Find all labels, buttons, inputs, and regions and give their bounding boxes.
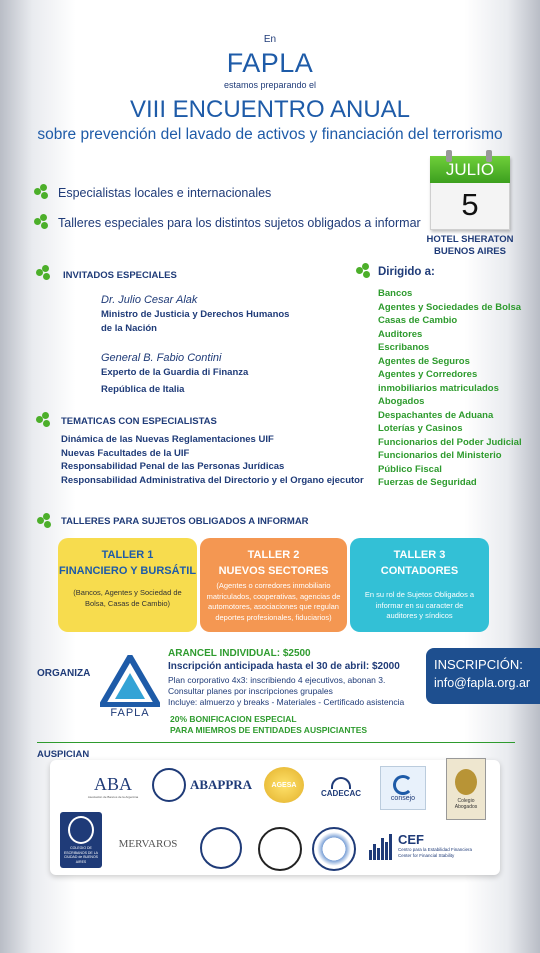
list-item: Auditores bbox=[378, 328, 423, 340]
guest2-name: General B. Fabio Contini bbox=[101, 352, 222, 364]
highlight-2: Talleres especiales para los distintos sujetos obligados a informar bbox=[58, 216, 421, 230]
list-item: Responsabilidad Penal de las Personas Jurídicas bbox=[61, 461, 285, 472]
list-item: Agentes y Corredores bbox=[378, 369, 478, 380]
bonus-line2: PARA MIEMROS DE ENTIDADES AUSPICIANTES bbox=[170, 725, 368, 735]
auspician-label: AUSPICIAN bbox=[37, 749, 90, 760]
list-item: Público Fiscal bbox=[378, 463, 442, 475]
cef-bars-icon bbox=[364, 832, 396, 860]
guest2-role2: República de Italia bbox=[101, 384, 185, 395]
seal-1-icon bbox=[200, 827, 242, 869]
header-preparando: estamos preparando el bbox=[223, 80, 317, 90]
list-item: inmobiliarios matriculados bbox=[378, 382, 499, 394]
cef-logo: CEF Centro para la Estabilidad Financiera Center for Financial Stability bbox=[398, 832, 473, 858]
list-item: Escribanos bbox=[378, 342, 430, 353]
calendar-day: 5 bbox=[461, 187, 479, 222]
abappra-seal-icon bbox=[152, 768, 186, 802]
bullet-icon bbox=[36, 412, 54, 428]
list-item: Dinámica de las Nuevas Reglamentaciones UIF bbox=[61, 434, 274, 445]
seal-2-icon bbox=[258, 827, 302, 871]
arancel-line2: Inscripción anticipada hasta el 30 de abril: $2000 bbox=[168, 661, 400, 672]
tematicas-heading: TEMATICAS CON ESPECIALISTAS bbox=[61, 416, 217, 427]
bullet-icon bbox=[356, 263, 374, 279]
list-item: Despachantes de Aduana bbox=[378, 409, 494, 421]
page-title: VIII ENCUENTRO ANUAL bbox=[129, 96, 411, 123]
list-item: Fuerzas de Seguridad bbox=[378, 477, 477, 488]
escribanos-seal-icon bbox=[68, 816, 94, 844]
dirigido-heading: Dirigido a: bbox=[378, 266, 435, 278]
consejo-icon bbox=[393, 775, 413, 795]
arancel-line3: Plan corporativo 4x3: inscribiendo 4 ejecutivos, abonan 3. bbox=[168, 675, 386, 685]
header-en: En bbox=[263, 34, 277, 45]
organiza-label: ORGANIZA bbox=[37, 668, 91, 679]
taller-3-card: TALLER 3 CONTADORES En su rol de Sujetos Obligados a informar en su caracter de auditores y síndicos bbox=[350, 538, 489, 632]
list-item: Casas de Cambio bbox=[378, 315, 458, 326]
page-subtitle: sobre prevención del lavado de activos y financiación del terrorismo bbox=[37, 126, 503, 143]
guest2-role1: Experto de la Guardia di Finanza bbox=[101, 367, 249, 378]
guest1-name: Dr. Julio Cesar Alak bbox=[101, 294, 198, 306]
agesa-logo: AGESA bbox=[264, 767, 304, 803]
tematicas-list bbox=[61, 433, 364, 487]
list-item: Bancos bbox=[378, 288, 413, 299]
bullet-icon bbox=[37, 513, 55, 529]
fapla-logo bbox=[100, 655, 160, 711]
invitados-heading: INVITADOS ESPECIALES bbox=[63, 270, 177, 281]
header-org: FAPLA bbox=[226, 48, 314, 78]
bullet-icon bbox=[34, 214, 52, 230]
list-item: Abogados bbox=[378, 396, 425, 407]
cadecac-logo: CADECAC bbox=[318, 772, 364, 802]
list-item: Nuevas Facultades de la UIF bbox=[61, 447, 190, 459]
list-item: Agentes de Seguros bbox=[378, 355, 470, 367]
arancel-line5: Incluye: almuerzo y breaks - Materiales - Certificado asistencia bbox=[168, 697, 405, 707]
venue: HOTEL SHERATON BUENOS AIRES bbox=[426, 234, 514, 257]
bullet-icon bbox=[36, 265, 54, 281]
arancel-line1: ARANCEL INDIVIDUAL: $2500 bbox=[168, 648, 311, 659]
fapla-logo-text: FAPLA bbox=[110, 707, 150, 719]
calendar-month: JULIO bbox=[445, 160, 495, 179]
mervaros-logo: MERVAROS bbox=[118, 838, 178, 850]
bonus-line1: 20% BONIFICACION ESPECIAL bbox=[170, 714, 297, 724]
abappra-logo: ABAPPRA bbox=[150, 765, 254, 805]
inscripcion-email[interactable]: info@fapla.org.ar bbox=[434, 676, 531, 690]
list-item: Funcionarios del Poder Judicial bbox=[378, 436, 522, 448]
talleres-heading: TALLERES PARA SUJETOS OBLIGADOS A INFORMAR bbox=[61, 516, 309, 527]
consejo-logo: consejo bbox=[380, 766, 426, 810]
inscripcion-label: INSCRIPCIÓN: bbox=[434, 657, 523, 672]
list-item: Funcionarios del Ministerio bbox=[378, 450, 502, 461]
highlight-1: Especialistas locales e internacionales bbox=[58, 186, 272, 200]
taller-1-card: TALLER 1 FINANCIERO Y BURSÁTIL (Bancos, Agentes y Sociedad de Bolsa, Casas de Cambio) bbox=[58, 538, 197, 632]
crest-icon bbox=[455, 769, 477, 795]
list-item: Loterías y Casinos bbox=[378, 423, 463, 434]
colegio-abogados-logo: Colegio Abogados bbox=[446, 758, 486, 820]
list-item: Agentes y Sociedades de Bolsa bbox=[378, 301, 522, 313]
dirigido-list bbox=[378, 287, 522, 490]
guest1-role2: de la Nación bbox=[101, 323, 157, 334]
guest1-role1: Ministro de Justicia y Derechos Humanos bbox=[101, 309, 290, 320]
inscripcion-box[interactable] bbox=[426, 648, 540, 704]
aba-logo: ABA Asociación de Bancos de la Argentina bbox=[87, 773, 139, 799]
list-item: Responsabilidad Administrativa del Directorio y el Organo ejecutor bbox=[61, 474, 364, 486]
seal-3-icon bbox=[312, 827, 356, 871]
calendar-icon bbox=[430, 150, 508, 230]
divider bbox=[37, 742, 515, 743]
escribanos-logo: COLEGIO DE ESCRIBANOS DE LA CIUDAD de BUENOS AIRES bbox=[60, 812, 102, 868]
taller-2-card: TALLER 2 NUEVOS SECTORES (Agentes o corredores inmobiliario matriculados, cooperativas, agencias de automotores, asociaciones que regulan deportes profesionales, fiduciarios) bbox=[200, 538, 347, 632]
bullet-icon bbox=[34, 184, 52, 200]
arancel-line4: Consultar planes por inscripciones grupales bbox=[168, 686, 333, 696]
